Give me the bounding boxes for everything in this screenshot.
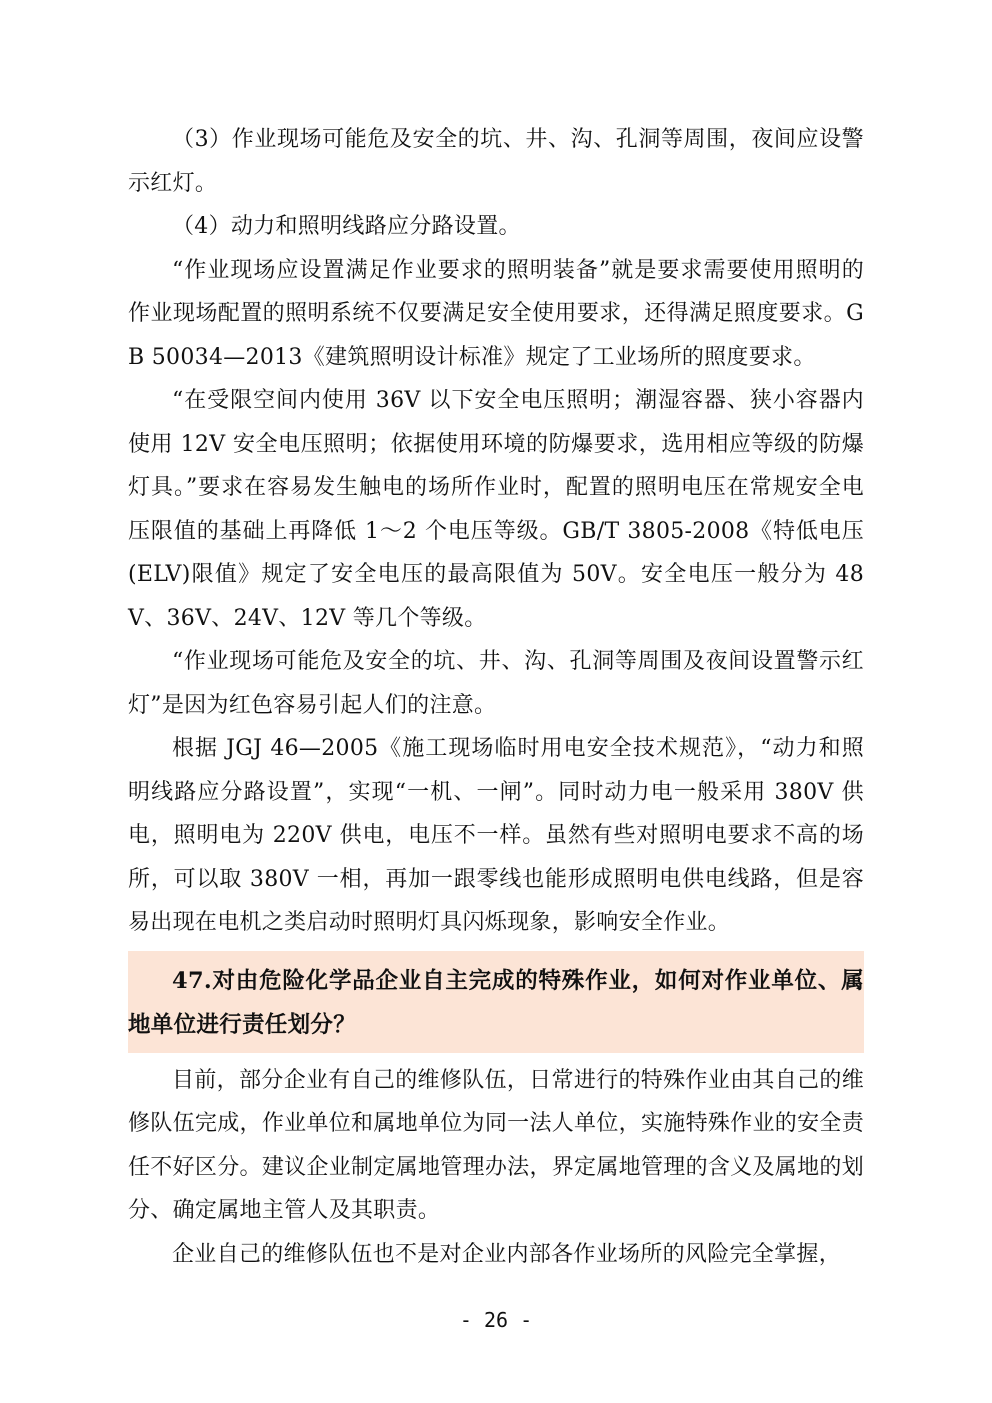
paragraph-red-light-reason: “作业现场可能危及安全的坑、井、沟、孔洞等周围及夜间设置警示红灯”是因为红色容易引起人们的注意。 (128, 649, 864, 718)
paragraph-item-3-warning-lights: （3）作业现场可能危及安全的坑、井、沟、孔洞等周围，夜间应设警示红灯。 (128, 127, 864, 196)
document-body (128, 118, 864, 1276)
page-number: - 26 - (459, 1308, 533, 1332)
paragraph-maintenance-team: 目前，部分企业有自己的维修队伍，日常进行的特殊作业由其自己的维修队伍完成，作业单位和属地单位为同一法人单位，实施特殊作业的安全责任不好区分。建议企业制定属地管理办法，界定属地管理的含义及属地的划分、确定属地主管人及其职责。 (128, 1067, 864, 1223)
question-highlight-box (128, 951, 864, 1053)
paragraph-item-4-circuit-separation: （4）动力和照明线路应分路设置。 (172, 214, 521, 239)
paragraph-safety-voltage: “在受限空间内使用 36V 以下安全电压照明；潮湿容器、狭小容器内使用 12V 安全电压照明；依据使用环境的防爆要求，选用相应等级的防爆灯具。”要求在容易发生触电的场所作业时，配置的照明电压在常规安全电压限值的基础上再降低 1～2 个电压等级。GB/T 3805-2008《特低电压(ELV)限值》规定了安全电压的最高限值为 50V。安全电压一般分为 48V、36V、24V、12V 等几个等级。 (128, 388, 864, 631)
question-title: 47.对由危险化学品企业自主完成的特殊作业，如何对作业单位、属地单位进行责任划分？ (128, 967, 864, 1038)
paragraph-lighting-equipment: “作业现场应设置满足作业要求的照明装备”就是要求需要使用照明的作业现场配置的照明系统不仅要满足安全使用要求，还得满足照度要求。GB 50034—2013《建筑照明设计标准》规定了工业场所的照度要求。 (128, 257, 864, 370)
paragraph-power-lighting-circuits: 根据 JGJ 46—2005《施工现场临时用电安全技术规范》，“动力和照明线路应分路设置”，实现“一机、一闸”。同时动力电一般采用 380V 供电，照明电为 220V 供电，电压不一样。虽然有些对照明电要求不高的场所，可以取 380V 一相，再加一跟零线也能形成照明电供电线路，但是容易出现在电机之类启动时照明灯具闪烁现象，影响安全作业。 (128, 736, 864, 935)
paragraph-maintenance-risk: 企业自己的维修队伍也不是对企业内部各作业场所的风险完全掌握， (172, 1241, 842, 1267)
